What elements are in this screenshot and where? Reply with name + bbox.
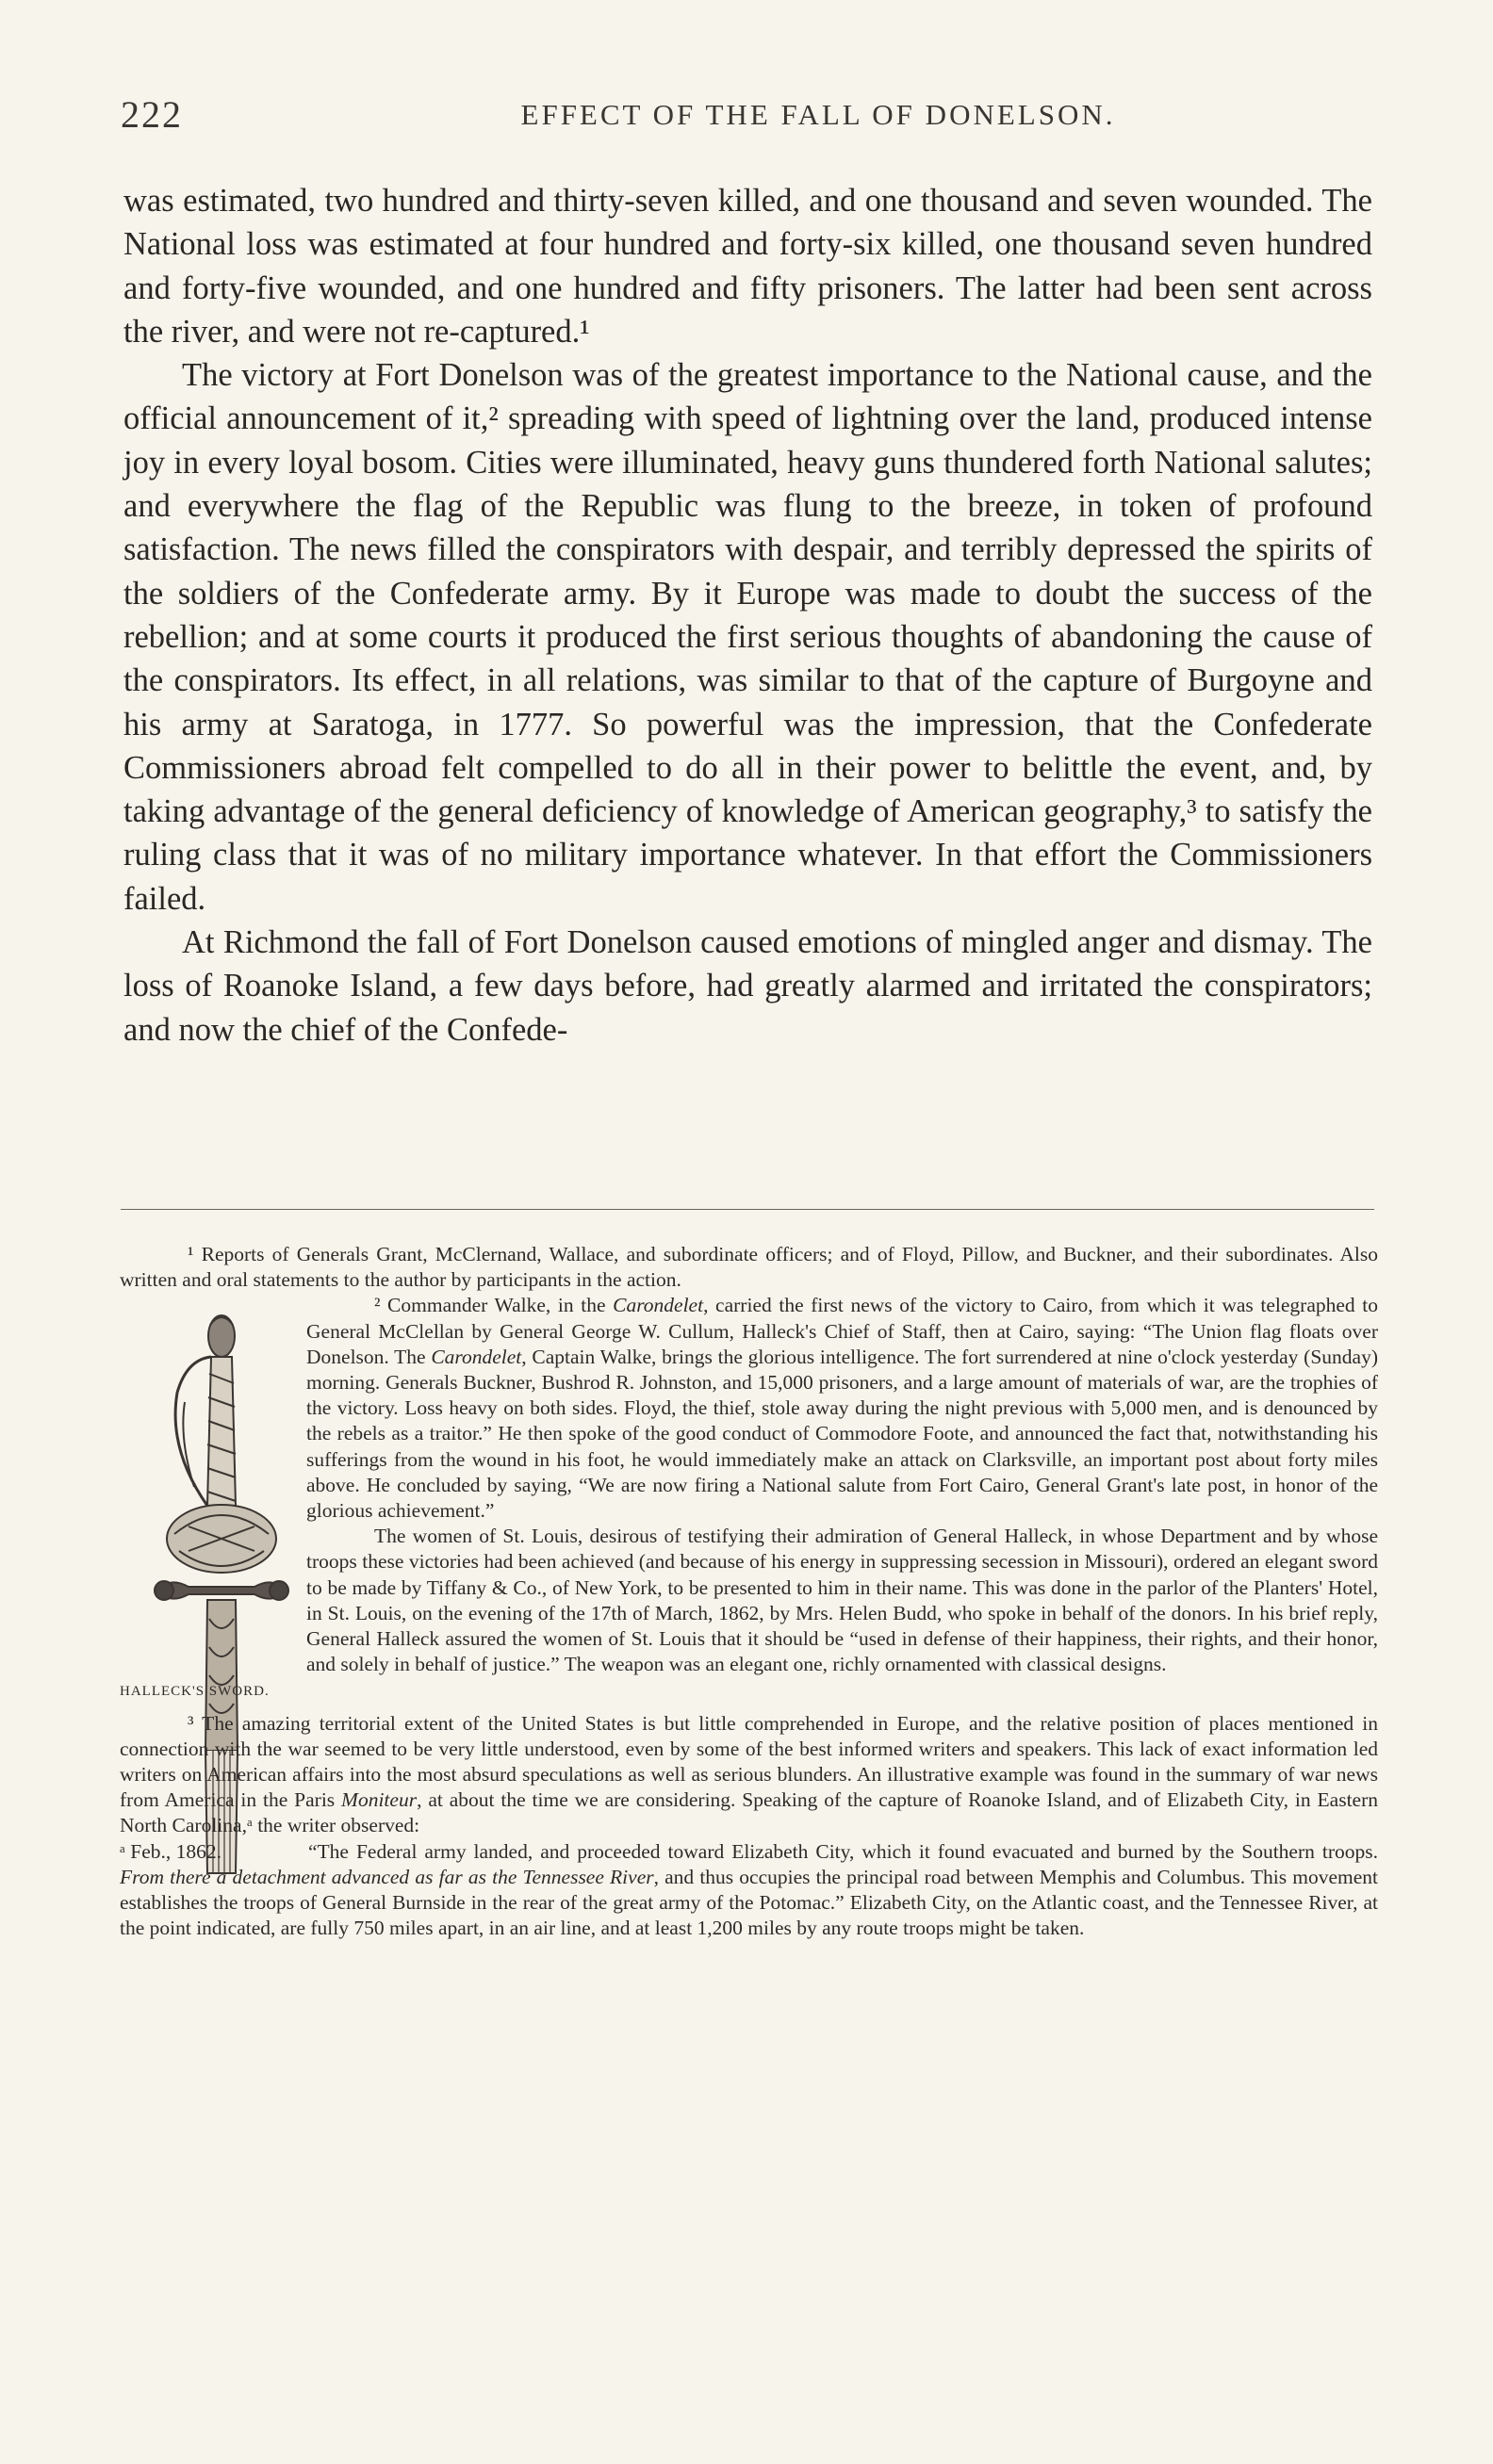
quote-emphasis: From there a detachment advanced as far as the Tennessee River bbox=[120, 1865, 654, 1888]
quote-text: , and thus occupies the principal road between Memphis and Columbus. This movement establishes the troops of General Burnside in the rear of the great army of the Potomac.” Elizabeth City, on the Atlantic coast, and the Tennessee River, at the point indicated, are fully 750 miles apart, in an air line, and at least 1,200 miles by any route troops might be taken. bbox=[120, 1865, 1379, 1940]
main-text bbox=[123, 179, 1372, 1052]
footnote-1: ¹ Reports of Generals Grant, McClernand, Wallace, and subordinate officers; and of Floyd, Pillow, and Buckner, and their subordinates. Also written and oral statements to the author by participants in the action. bbox=[120, 1243, 1378, 1292]
ship-name: Carondelet bbox=[613, 1294, 704, 1317]
quote-text: “The Federal army landed, and proceeded toward Elizabeth City, which it found evacuated and burned by the Southern troops. bbox=[308, 1839, 1378, 1863]
footnote-3-text: , at about the time we are considering. Speaking of the capture of Roanoke Island, and of Elizabeth City, in Eastern North Carolina,ᵃ the writer observed: bbox=[120, 1788, 1378, 1837]
footnote-2-text: ² Commander Walke, in the bbox=[374, 1294, 614, 1317]
running-head bbox=[121, 92, 1374, 139]
paragraph-1: was estimated, two hundred and thirty-seven killed, and one thousand and seven wounded. The National loss was estimated at four hundred and forty-six killed, one thousand seven hundred and forty-five wounded, and one hundred and fifty prisoners. The latter had been sent across the river, and were not re-captured.¹ bbox=[123, 183, 1372, 350]
footnote-2-text: , Captain Walke, brings the glorious intelligence. The fort surrendered at nine o'clock yesterday (Sunday) morning. Generals Buckner, Bushrod R. Johnston, and 15,000 prisoners, and a large amount of materials of war, are the trophies of the victory. Loss heavy on both sides. Floyd, the thief, stole away during the night previous with 5,000 men, and is denounced by the rebels as a traitor.” He then spoke of the good conduct of Commodore Foote, and announced the fact that, notwithstanding his sufferings from the wound in his foot, he would immediately make an attack on Clarksville, an important post about forty miles above. He concluded by saying, “We are now firing a National salute from Fort Cairo, General Grant's late post, in honor of the glorious achievement.” bbox=[306, 1345, 1379, 1523]
footnote-2-continued: The women of St. Louis, desirous of testifying their admiration of General Halleck, in whose Department and by whose troops these victories had been achieved (and because of his energy in suppressing secession in Missouri), ordered an elegant sword to be made by Tiffany & Co., of New York, to be presented to him in their name. This was done in the parlor of the Planters' Hotel, in St. Louis, on the evening of the 17th of March, 1862, by Mrs. Helen Budd, who spoke in behalf of the donors. In his brief reply, General Halleck assured the women of St. Louis that it should be “used in defense of their happiness, their rights, and their honor, and solely in behalf of justice.” The weapon was an elegant one, richly ornamented with classical designs. bbox=[306, 1525, 1378, 1676]
footnote-divider bbox=[121, 1209, 1374, 1210]
footnote-2-text: , carried the first news of the victory to Cairo, from which it was telegraphed to General McClellan by General George W. Cullum, Halleck's Chief of Staff, then at Cairo, saying: “The Union flag floats over Donelson. The bbox=[306, 1294, 1378, 1368]
footnote-3-text: ³ The amazing territorial extent of the United States is but little comprehended in Europe, and the relative position of places mentioned in connection with the war seemed to be very little understood, even by some of the best informed writers and speakers. This lack of exact information led writers on American affairs into the most absurd speculations as well as serious blunders. An illustrative example was found in the summary of war news from America in the Paris bbox=[120, 1711, 1378, 1812]
footnote-3 bbox=[120, 1711, 1378, 1839]
footnote-2 bbox=[306, 1293, 1378, 1524]
ship-name: Carondelet bbox=[431, 1345, 522, 1368]
paragraph-2: The victory at Fort Donelson was of the greatest importance to the National cause, and the official announcement of it,² spreading with speed of lightning over the land, produced intense joy in every loyal bosom. Cities were illuminated, heavy guns thundered forth National salutes; and everywhere the flag of the Republic was flung to the breeze, in token of profound satisfaction. The news filled the conspirators with despair, and terribly depressed the spirits of the soldiers of the Confederate army. By it Europe was made to doubt the success of the rebellion; and at some courts it produced the first serious thoughts of abandoning the cause of the conspirators. Its effect, in all relations, was similar to that of the capture of Burgoyne and his army at Saratoga, in 1777. So powerful was the impression, that the Confederate Commissioners abroad felt compelled to do all in their power to belittle the event, and, by taking advantage of the general deficiency of knowledge of American geography,³ to satisfy the ruling class that it was of no military importance whatever. In that effort the Commissioners failed. bbox=[123, 357, 1372, 917]
page-title: EFFECT OF THE FALL OF DONELSON. bbox=[520, 98, 1116, 131]
newspaper-name: Moniteur bbox=[341, 1788, 418, 1812]
margin-date: ᵃ Feb., 1862. bbox=[120, 1839, 222, 1863]
footnotes bbox=[120, 1242, 1378, 1941]
illustration-caption: HALLECK'S SWORD. bbox=[120, 1684, 270, 1700]
footnote-3-quote bbox=[120, 1839, 1378, 1942]
paragraph-3: At Richmond the fall of Fort Donelson caused emotions of mingled anger and dismay. The loss of Roanoke Island, a few days before, had greatly alarmed and irritated the conspirators; and now the chief of the Confede- bbox=[123, 924, 1372, 1048]
page-number: 222 bbox=[121, 93, 183, 136]
